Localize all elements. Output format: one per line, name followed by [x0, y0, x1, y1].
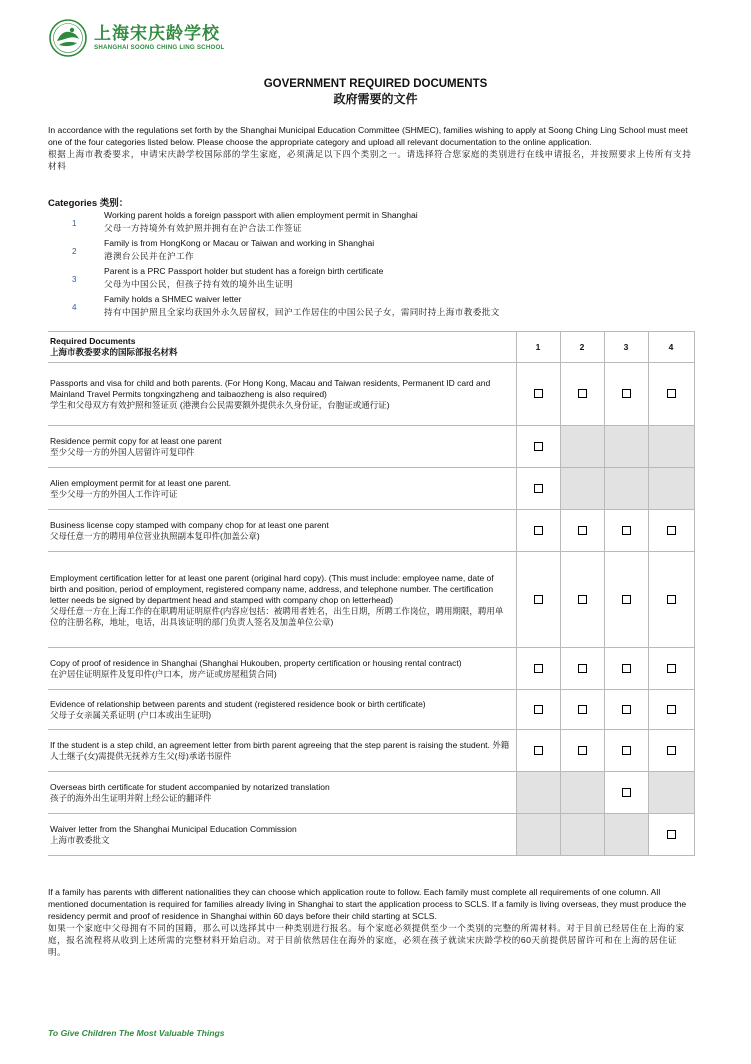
document-cn: 至少父母一方的外国人居留许可复印件 [50, 447, 195, 457]
not-applicable-cell [604, 814, 648, 856]
document-cn: 上海市教委批文 [50, 835, 110, 845]
checkbox-icon[interactable] [534, 595, 543, 604]
checkbox-icon[interactable] [622, 664, 631, 673]
document-en: Residence permit copy for at least one parent [50, 436, 222, 446]
document-en: Business license copy stamped with company chop for at least one parent [50, 520, 329, 530]
checkbox-icon[interactable] [622, 595, 631, 604]
checkbox-cell [648, 814, 694, 856]
table-row [48, 468, 694, 510]
checkbox-icon[interactable] [578, 746, 587, 755]
document-description [48, 648, 516, 690]
not-applicable-cell [516, 814, 560, 856]
checkbox-cell [604, 690, 648, 730]
table-row [48, 772, 694, 814]
category-cn: 持有中国护照且全家均获国外永久居留权，回沪工作居住的中国公民子女，需同时持上海市教委批文 [104, 307, 500, 317]
document-en: If the student is a step child, an agreement letter from birth parent agreeing that the step parent is raising the student. 外籍人士继子(女)需提供无抚养方生父(母)承诺书原件 [50, 740, 510, 761]
document-en: Alien employment permit for at least one parent. [50, 478, 231, 488]
category-en: Family holds a SHMEC waiver letter [104, 294, 242, 304]
document-description [48, 363, 516, 426]
checkbox-cell [516, 468, 560, 510]
table-row [48, 363, 694, 426]
checkbox-cell [648, 730, 694, 772]
checkbox-cell [648, 648, 694, 690]
not-applicable-cell [560, 468, 604, 510]
document-en: Copy of proof of residence in Shanghai (Shanghai Hukouben, property certification or housing rental contract) [50, 658, 462, 668]
checkbox-cell [560, 363, 604, 426]
table-row [48, 426, 694, 468]
document-en: Passports and visa for child and both parents. (For Hong Kong, Macau and Taiwan residents, Permanent ID card and Mainland Travel Permits tongxingzheng and taibaozheng is also required) [50, 378, 491, 399]
document-cn: 父母任意一方的聘用单位营业执照副本复印件(加盖公章) [50, 531, 260, 541]
school-name [94, 24, 225, 52]
not-applicable-cell [516, 772, 560, 814]
table-row [48, 690, 694, 730]
column-header: 2 [560, 332, 604, 363]
document-cn: 父母子女亲属关系证明 (户口本或出生证明) [50, 710, 212, 720]
category-item [48, 238, 708, 266]
checkbox-icon[interactable] [667, 595, 676, 604]
checkbox-cell [604, 510, 648, 552]
checkbox-icon[interactable] [667, 664, 676, 673]
footer-slogan: To Give Children The Most Valuable Things [48, 1028, 225, 1038]
document-en: Waiver letter from the Shanghai Municipal Education Commission [50, 824, 297, 834]
checkbox-cell [648, 363, 694, 426]
category-en: Working parent holds a foreign passport with alien employment permit in Shanghai [104, 210, 418, 220]
category-number: 2 [72, 247, 77, 256]
checkbox-icon[interactable] [534, 705, 543, 714]
checkbox-icon[interactable] [578, 705, 587, 714]
checkbox-cell [516, 648, 560, 690]
category-cn: 港澳台公民并在沪工作 [104, 251, 194, 261]
table-header-row [48, 332, 694, 363]
checkbox-cell [560, 510, 604, 552]
document-description [48, 510, 516, 552]
checkbox-cell [648, 552, 694, 648]
checkbox-cell [560, 648, 604, 690]
checkbox-icon[interactable] [578, 595, 587, 604]
not-applicable-cell [560, 426, 604, 468]
checkbox-icon[interactable] [578, 389, 587, 398]
requirements-table [48, 331, 695, 856]
checkbox-cell [604, 730, 648, 772]
categories-label: Categories 类别： [48, 198, 129, 209]
document-description [48, 814, 516, 856]
column-header: 4 [648, 332, 694, 363]
checkbox-icon[interactable] [534, 484, 543, 493]
category-number: 4 [72, 303, 77, 312]
checkbox-icon[interactable] [622, 705, 631, 714]
checkbox-icon[interactable] [667, 746, 676, 755]
category-en: Parent is a PRC Passport holder but student has a foreign birth certificate [104, 266, 384, 276]
not-applicable-cell [648, 468, 694, 510]
table-row [48, 730, 694, 772]
checkbox-cell [516, 552, 560, 648]
school-logo-icon [48, 18, 88, 58]
checkbox-cell [604, 552, 648, 648]
intro-cn: 根据上海市教委要求，申请宋庆龄学校国际部的学生家庭，必须满足以下四个类别之一。请选择符合您家庭的类别进行在线申请报名，并按照要求上传所有支持材料 [48, 149, 692, 171]
document-description [48, 772, 516, 814]
category-cn: 父母一方持境外有效护照并拥有在沪合法工作签证 [104, 223, 302, 233]
category-item [48, 210, 708, 238]
document-en: Employment certification letter for at least one parent (original hard copy). (This must include: employee name, date of birth and position, period of employment, registered company name, address, and telephone number. The certification letter needs be signed by department head and stamped with company chop on letterhead) [50, 572, 494, 605]
document-cn: 至少父母一方的外国人工作许可证 [50, 489, 178, 499]
table-row [48, 510, 694, 552]
category-cn: 父母为中国公民，但孩子持有效的境外出生证明 [104, 279, 293, 289]
checkbox-cell [560, 730, 604, 772]
school-name-en: SHANGHAI SOONG CHING LING SCHOOL [94, 44, 225, 51]
checkbox-icon[interactable] [534, 746, 543, 755]
intro-en: In accordance with the regulations set forth by the Shanghai Municipal Education Committee (SHMEC), families wishing to apply at Soong Ching Ling School must meet one of the four categories listed below. Please choose the appropriate category and upload all relevant documentation to the online application. [48, 125, 688, 147]
checkbox-cell [516, 730, 560, 772]
document-description [48, 468, 516, 510]
checkbox-icon[interactable] [622, 746, 631, 755]
not-applicable-cell [648, 426, 694, 468]
header-en: Required Documents [50, 336, 136, 346]
document-en: Overseas birth certificate for student accompanied by notarized translation [50, 782, 330, 792]
note-paragraph [48, 886, 693, 958]
column-header: 3 [604, 332, 648, 363]
checkbox-cell [560, 552, 604, 648]
title-cn: 政府需要的文件 [333, 92, 418, 106]
not-applicable-cell [648, 772, 694, 814]
checkbox-cell [604, 772, 648, 814]
checkbox-cell [516, 363, 560, 426]
checkbox-icon[interactable] [622, 389, 631, 398]
table-row [48, 648, 694, 690]
checkbox-icon[interactable] [667, 389, 676, 398]
category-number: 3 [72, 275, 77, 284]
checkbox-icon[interactable] [667, 526, 676, 535]
school-name-cn: 上海宋庆龄学校 [94, 24, 220, 44]
checkbox-icon[interactable] [622, 788, 631, 797]
category-item [48, 266, 708, 294]
checkbox-icon[interactable] [578, 664, 587, 673]
header-cn: 上海市教委要求的国际部报名材料 [50, 347, 178, 357]
document-title [0, 77, 751, 107]
document-cn: 孩子的海外出生证明并附上经公证的翻译件 [50, 793, 212, 803]
column-header: 1 [516, 332, 560, 363]
school-header [48, 18, 225, 58]
checkbox-icon[interactable] [667, 830, 676, 839]
category-number: 1 [72, 219, 77, 228]
document-cn: 父母任意一方在上海工作的在职聘用证明原件(内容应包括：被聘用者姓名，出生日期，所聘工作岗位，聘用期限，聘用单位的注册名称，地址，电话，出具该证明的部门负责人签名及加盖单位公章) [50, 605, 504, 627]
checkbox-icon[interactable] [578, 526, 587, 535]
checkbox-cell [604, 363, 648, 426]
required-documents-header [48, 332, 516, 363]
checkbox-cell [516, 690, 560, 730]
checkbox-cell [648, 690, 694, 730]
not-applicable-cell [604, 468, 648, 510]
checkbox-cell [516, 510, 560, 552]
table-row [48, 552, 694, 648]
document-description [48, 690, 516, 730]
document-description [48, 552, 516, 648]
intro-paragraph [48, 124, 698, 172]
checkbox-cell [516, 426, 560, 468]
document-description [48, 730, 516, 772]
document-cn: 在沪居住证明原件及复印件(户口本，房产证或房屋租赁合同) [50, 669, 277, 679]
table-row [48, 814, 694, 856]
checkbox-icon[interactable] [667, 705, 676, 714]
not-applicable-cell [560, 814, 604, 856]
title-en: GOVERNMENT REQUIRED DOCUMENTS [263, 78, 488, 90]
checkbox-icon[interactable] [534, 442, 543, 451]
checkbox-icon[interactable] [534, 526, 543, 535]
checkbox-icon[interactable] [534, 389, 543, 398]
checkbox-icon[interactable] [622, 526, 631, 535]
checkbox-cell [560, 690, 604, 730]
note-cn: 如果一个家庭中父母拥有不同的国籍，那么可以选择其中一种类别进行报名。每个家庭必须提供至少一个类别的完整的所需材料。对于目前已经居住在上海的家庭，报名流程将从收到上述所需的完整材料开始启动。对于目前依然居住在海外的家庭，必须在孩子就读宋庆龄学校的60天前提供居留许可和在上海的居住证明。 [48, 923, 685, 957]
checkbox-cell [648, 510, 694, 552]
note-en: If a family has parents with different nationalities they can choose which application route to follow. Each family must complete all requirements of one column. All mentioned documentation is required for families already living in Shanghai to start the application process to SCLS. If a family is living overseas, they must produce the residency permit and proof of residence in Shanghai within 60 days before their child starting at SCLS. [48, 887, 687, 921]
document-cn: 学生和父母双方有效护照和签证页 (港澳台公民需要额外提供永久身份证，台胞证或通行证) [50, 400, 390, 410]
document-description [48, 426, 516, 468]
category-item [48, 294, 708, 322]
category-en: Family is from HongKong or Macau or Taiwan and working in Shanghai [104, 238, 375, 248]
checkbox-icon[interactable] [534, 664, 543, 673]
not-applicable-cell [560, 772, 604, 814]
document-en: Evidence of relationship between parents and student (registered residence book or birth certificate) [50, 699, 426, 709]
not-applicable-cell [604, 426, 648, 468]
checkbox-cell [604, 648, 648, 690]
